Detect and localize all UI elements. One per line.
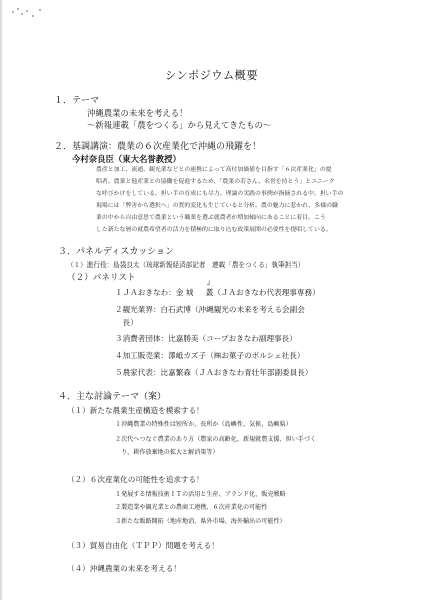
panelist-item: ２観光業界：白石武博（沖縄観光の未来を考える会副会 xyxy=(115,305,305,314)
panelist-item: ３消費者団体：比嘉勝美（コープおきなわ副理事長） xyxy=(115,334,297,343)
topic-item: １発展する情報技術ＩＴの活用と生産、ブランド化、販売戦略 xyxy=(115,491,286,498)
theme-line-2: ～新報連載「農をつくる」から見えてきたもの～ xyxy=(87,120,272,130)
section-theme-heading: １．テーマ xyxy=(54,96,100,106)
keynote-body-line: 現場には「弊害から選択へ」の質的変化も生じていると分析。農の魅力に惹かれ、多様の職 xyxy=(96,203,338,209)
keynote-body-line: な呼びかけをしている。担い手の育成にも尽力。理論の実践の事例が指摘される中、担い手の xyxy=(96,191,344,197)
section-panel-heading: ３．パネルディスカッション xyxy=(58,247,175,257)
page-title: シンポジウム概要 xyxy=(164,69,259,82)
scan-mark: ┘ xyxy=(207,281,212,289)
topic-item: り、耕作放棄地の拡大と解消策等） xyxy=(115,449,219,456)
panelists-heading: （２）パネリスト xyxy=(67,273,136,283)
keynote-body-line: 唱者。農業と他産業との協働を促進するため、「農業の若さん、名誉を持とう」とユニーク xyxy=(96,179,335,185)
panelist-item: ５農家代表：比嘉繁森（ＪＡおきなわ青壮年部副委員長） xyxy=(115,368,313,377)
keynote-body-line: した新たな層の就農希望者の活力を積極的に取り込む政策展開の必要性を提唱している。 xyxy=(96,227,332,233)
keynote-body-line: 農産と加工、流通、観光業などとの連携によって高付加価値を目指す「６次産業化」の提 xyxy=(96,167,332,173)
keynote-speaker: 今村奈良臣（東大名誉教授） xyxy=(72,154,181,164)
topic-item: ３新たな販路開拓（地産地消、県外市場、海外輸出の可能性） xyxy=(115,518,286,525)
section-topics-heading: ４．主な討論テーマ（案） xyxy=(58,392,167,402)
topic-item: １沖縄農業の特殊性は短所か、長所か（島嶼性、気候、島嶼県） xyxy=(115,421,292,428)
panel-moderator: （１）進行役：島袋良太（琉球新報経済部記者 連載「農をつくる」執筆担当） xyxy=(67,261,305,269)
scan-edge xyxy=(0,0,3,600)
topic-group-heading: （３）貿易自由化（ＴＰＰ）問題を考える！ xyxy=(67,541,219,550)
topic-item: ２製造業や観光業との農商工連携、６次産業化の可能性 xyxy=(115,504,268,511)
panelist-item: 長） xyxy=(115,318,138,327)
keynote-body-line: 業の中から自由意思で農業という職業を選ぶ就農者が増加傾向にあることに着目。こう xyxy=(96,215,326,221)
topic-group-heading: （４）沖縄農業の未来を考える！ xyxy=(67,564,181,573)
section-keynote-heading: ２．基調講演：農業の６次産業化で沖縄の飛躍を！ xyxy=(54,142,262,152)
panelist-item: １ＪＡおきなわ：金 城 叢（ＪＡおきなわ代表理事専務） xyxy=(115,288,320,297)
topic-item: ２次代へつなぐ農業のあり方（農家の高齢化、新規就農支援、担い手づく xyxy=(115,436,317,443)
topic-group-heading: （１）新たな農業生産構造を模索する！ xyxy=(67,406,204,415)
panelist-item: ４加工販売業：澤岻カズ子（㈱お菓子のポルシェ社長） xyxy=(115,351,305,360)
topic-group-heading: （２）６次産業化の可能性を追求する！ xyxy=(67,475,204,484)
theme-line-1: 沖縄農業の未来を考える！ xyxy=(87,108,188,118)
scan-noise xyxy=(12,7,52,21)
